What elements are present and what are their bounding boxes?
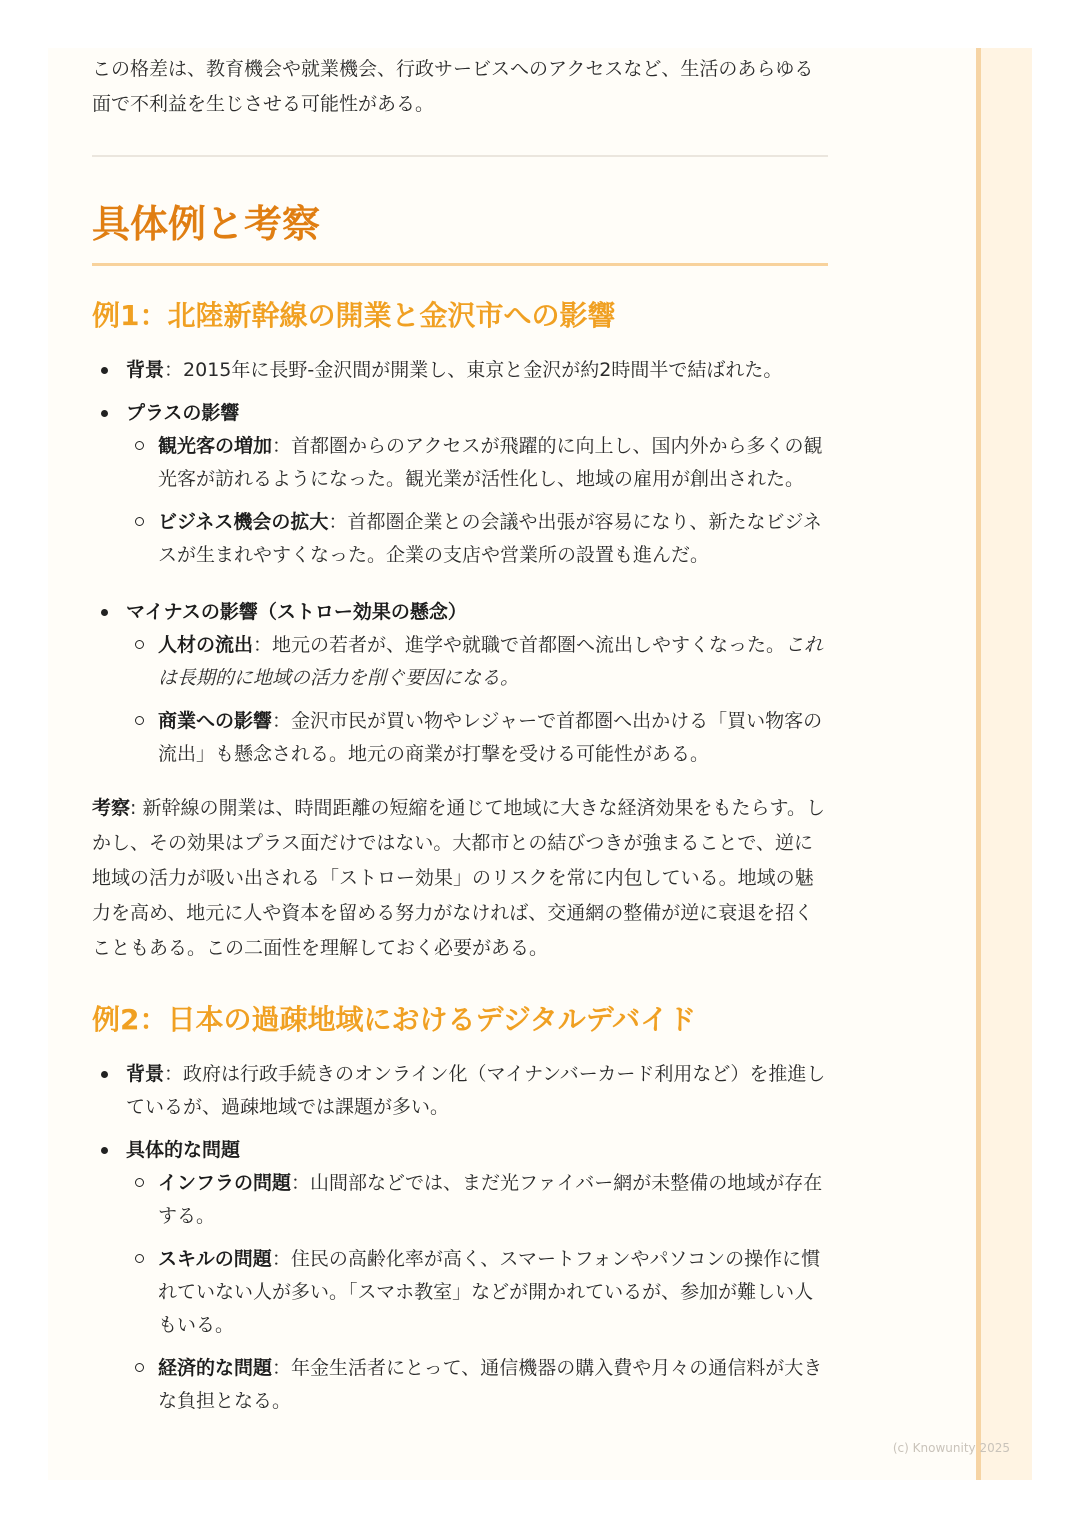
- sub-item: [126, 629, 828, 695]
- section-title: 具体例と考察: [92, 199, 828, 266]
- example2-list: [92, 1058, 828, 1418]
- plus-label: プラスの影響: [126, 402, 240, 424]
- sub-item-text: ：首都圏からのアクセスが飛躍的に向上し、国内外から多くの観光客が訪れるようになった。観光業が活性化し、地域の雇用が創出された。: [158, 435, 823, 490]
- sub-item: [126, 506, 828, 572]
- list-item-background: [92, 1058, 828, 1124]
- example1-list: [92, 354, 828, 771]
- intro-paragraph: この格差は、教育機会や就業機会、行政サービスへのアクセスなど、生活のあらゆる面で不利益を生じさせる可能性がある。: [92, 58, 814, 115]
- sub-item-label: 経済的な問題: [158, 1357, 273, 1379]
- sub-item-label: インフラの問題: [158, 1172, 292, 1194]
- consideration-label: 考察: [92, 797, 131, 819]
- consideration-text: : 新幹線の開業は、時間距離の短縮を通じて地域に大きな経済効果をもたらす。しかし、その効果はプラス面だけではない。大都市との結びつきが強まることで、逆に地域の活力が吸い出される「ストロー効果」のリスクを常に内包している。地域の魅力を高め、地元に人や資本を留める努力がなければ、交通網の整備が逆に衰退を招くこともある。この二面性を理解しておく必要がある。: [92, 797, 825, 959]
- background-text: ：政府は行政手続きのオンライン化（マイナンバーカード利用など）を推進しているが、過疎地域では課題が多い。: [126, 1063, 826, 1118]
- list-item-plus: [92, 397, 828, 586]
- sub-item-label: ビジネス機会の拡大: [158, 511, 329, 533]
- background-label: 背景: [126, 1063, 165, 1085]
- section-divider: [92, 155, 828, 157]
- sub-item: [126, 430, 828, 496]
- plus-sublist: [126, 430, 828, 572]
- sub-item-text: ：年金生活者にとって、通信機器の購入費や月々の通信料が大きな負担となる。: [158, 1357, 823, 1412]
- sub-item: [126, 1243, 828, 1342]
- list-item-problems: [92, 1134, 828, 1418]
- consideration-paragraph: [92, 791, 828, 966]
- list-item-background: [92, 354, 828, 387]
- sub-item: [126, 1352, 828, 1418]
- sub-item-text: ：首都圏企業との会議や出張が容易になり、新たなビジネスが生まれやすくなった。企業の支店や営業所の設置も進んだ。: [158, 511, 822, 566]
- background-text: ：2015年に長野-金沢間が開業し、東京と金沢が約2時間半で結ばれた。: [164, 359, 783, 381]
- example1-title: 例1：北陸新幹線の開業と金沢市への影響: [92, 299, 616, 332]
- sub-item: [126, 1167, 828, 1233]
- sub-item-text: ：住民の高齢化率が高く、スマートフォンやパソコンの操作に慣れていない人が多い。「スマホ教室」などが開かれているが、参加が難しい人もいる。: [158, 1248, 821, 1336]
- sub-item-text: ：山間部などでは、まだ光ファイバー網が未整備の地域が存在する。: [158, 1172, 823, 1227]
- example2-title: 例2：日本の過疎地域におけるデジタルデバイド: [92, 1003, 697, 1036]
- sub-item-label: 人材の流出: [158, 634, 254, 656]
- sub-item-text: ：地元の若者が、進学や就職で首都圏へ流出しやすくなった。: [253, 634, 786, 656]
- page-side-rail: [976, 48, 1032, 1480]
- minus-label: マイナスの影響（ストロー効果の懸念）: [126, 601, 467, 623]
- sub-item-label: 観光客の増加: [158, 435, 273, 457]
- sub-item-text: ：金沢市民が買い物やレジャーで首都圏へ出かける「買い物客の流出」も懸念される。地元の商業が打撃を受ける可能性がある。: [158, 710, 823, 765]
- copyright-footer: (c) Knowunity 2025: [892, 1441, 1010, 1455]
- sub-item-label: 商業への影響: [158, 710, 273, 732]
- sub-item-emphasis: これは長期的に地域の活力を削ぐ要因になる。: [158, 634, 824, 689]
- problems-label: 具体的な問題: [126, 1139, 241, 1161]
- problems-sublist: [126, 1167, 828, 1418]
- background-label: 背景: [126, 359, 165, 381]
- sub-item: [126, 705, 828, 771]
- sub-item-label: スキルの問題: [158, 1248, 272, 1270]
- document-content: [92, 52, 828, 1428]
- list-item-minus: [92, 596, 828, 771]
- minus-sublist: [126, 629, 828, 771]
